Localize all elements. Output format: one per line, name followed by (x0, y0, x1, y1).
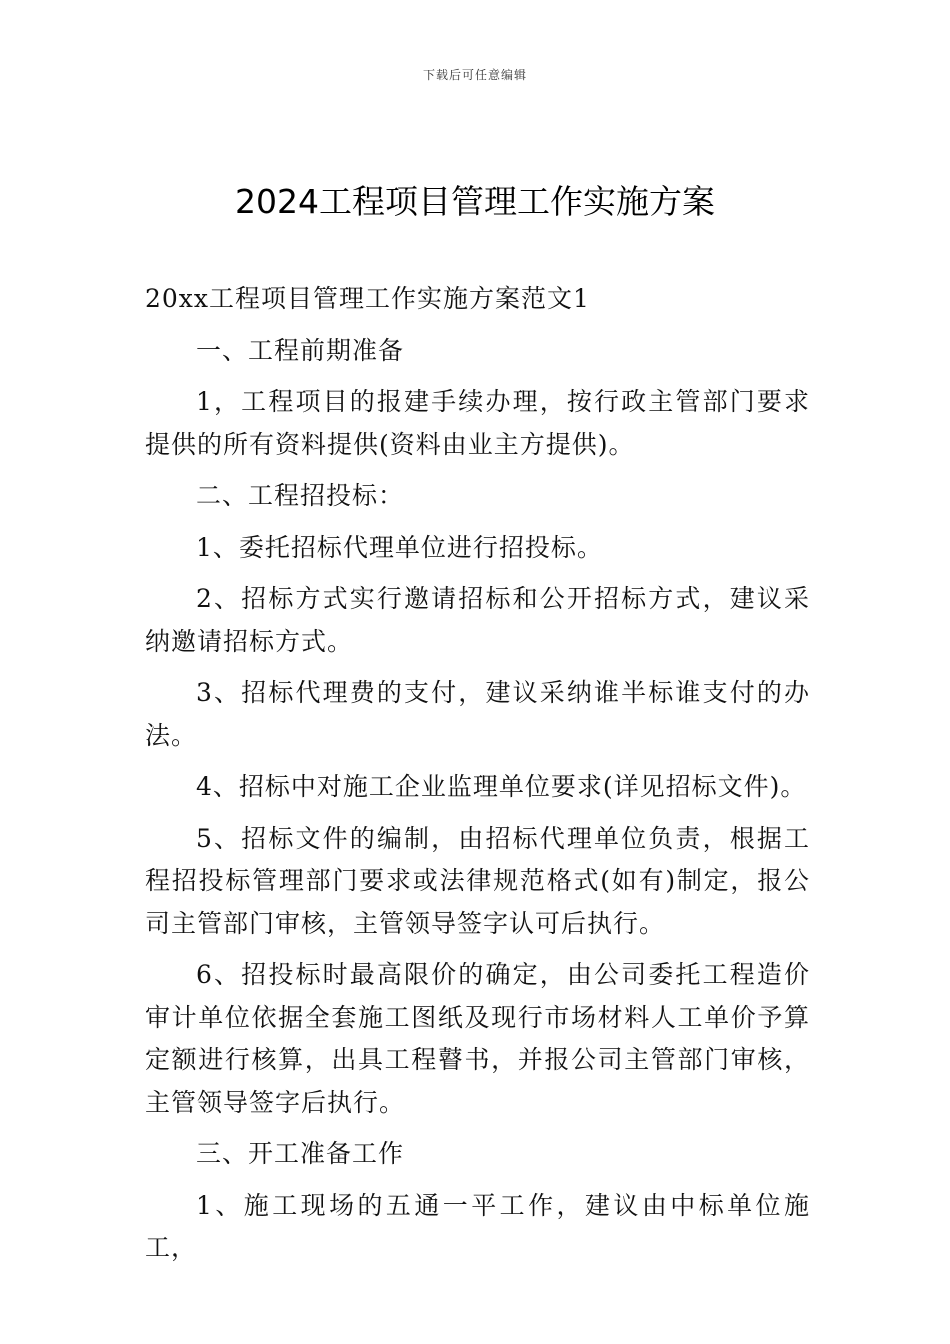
body-paragraph: 1、委托招标代理单位进行招投标。 (196, 532, 603, 562)
body-paragraph: 三、开工准备工作 (196, 1139, 405, 1168)
body-paragraph: 一、工程前期准备 (196, 335, 405, 365)
body-paragraph: 3、招标代理费的支付，建议采纳谁半标谁支付的办法。 (145, 678, 810, 750)
body-paragraph: 二、工程招投标： (196, 481, 405, 510)
document-body (145, 278, 810, 1279)
body-paragraph: 4、招标中对施工企业监理单位要求(详见招标文件)。 (196, 772, 807, 801)
body-paragraph: 1、施工现场的五通一平工作，建议由中标单位施工， (145, 1190, 810, 1262)
body-paragraph: 5、招标文件的编制，由招标代理单位负责，根据工程招投标管理部门要求或法律规范格式(如有)制定，报公司主管部门审核，主管领导签字认可后执行。 (145, 823, 810, 938)
body-paragraph: 20xx工程项目管理工作实施方案范文1 (145, 284, 590, 313)
body-paragraph: 6、招投标时最高限价的确定，由公司委托工程造价审计单位依据全套施工图纸及现行市场材料人工单价予算定额进行核算，出具工程瞽书，并报公司主管部门审核，主管领导签字后执行。 (145, 960, 810, 1117)
body-paragraph: 2、招标方式实行邀请招标和公开招标方式，建议采纳邀请招标方式。 (145, 584, 810, 656)
document-title: 2024工程项目管理工作实施方案 (235, 182, 715, 221)
body-paragraph: 1，工程项目的报建手续办理，按行政主管部门要求提供的所有资料提供(资料由业主方提供)。 (145, 387, 810, 459)
page-header-note: 下载后可任意编辑 (422, 68, 527, 82)
